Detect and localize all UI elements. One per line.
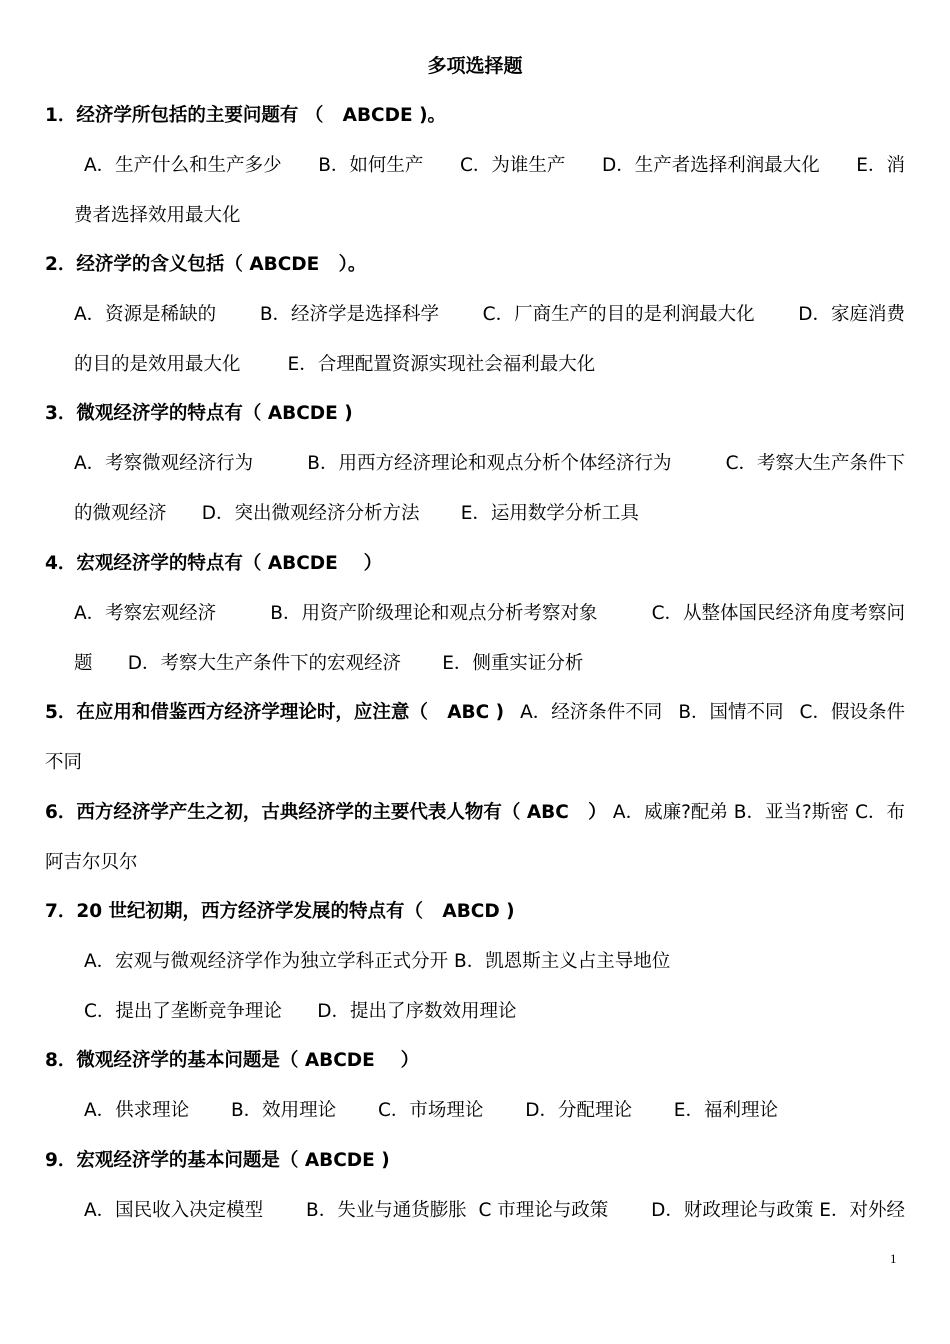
q5-option-a: A．经济条件不同 [520, 702, 663, 723]
q6-option-ab: A．威廉?配弟 B．亚当?斯密 [612, 802, 849, 823]
q8-option-c: C．市场理论 [377, 1100, 484, 1121]
q4-option-b: B．用资产阶级理论和观点分析考察对象 [270, 603, 598, 624]
q9-option-bc: B．失业与通货膨胀 C 市理论与政策 [306, 1200, 609, 1221]
question-9-heading: 9．宏观经济学的基本问题是（ ABCDE ) [45, 1150, 390, 1171]
question-5-heading: 5．在应用和借鉴西方经济学理论时，应注意（ ABC ) [45, 702, 505, 723]
question-7-options-line2: C．提出了垄断竞争理论 D．提出了序数效用理论 [84, 1001, 517, 1022]
question-7-options-line1: A．宏观与微观经济学作为独立学科正式分开 B．凯恩斯主义占主导地位 [84, 951, 671, 972]
question-4-options [74, 599, 905, 629]
q3-option-b: B．用西方经济理论和观点分析个体经济行为 [307, 453, 672, 474]
q2-option-d: D．家庭消费 [798, 304, 905, 325]
q9-option-de: D．财政理论与政策 E．对外经 [651, 1200, 905, 1221]
q2-option-c: C．厂商生产的目的是利润最大化 [482, 304, 755, 325]
q5-option-c: C．假设条件 [799, 702, 905, 723]
question-8-options [84, 1096, 778, 1126]
question-5-line [45, 698, 905, 728]
question-6-heading: 6．西方经济学产生之初，古典经济学的主要代表人物有（ ABC ） [45, 802, 607, 823]
question-3-continuation: 的微观经济 D．突出微观经济分析方法 E．运用数学分析工具 [74, 503, 639, 524]
q8-option-d: D．分配理论 [525, 1100, 632, 1121]
q1-option-b: B．如何生产 [318, 155, 424, 176]
question-9-options [84, 1196, 905, 1226]
q8-option-a: A．供求理论 [84, 1100, 190, 1121]
q5-option-b: B．国情不同 [678, 702, 784, 723]
question-1-heading: 1．经济学所包括的主要问题有 （ ABCDE )。 [45, 105, 447, 126]
question-4-heading: 4．宏观经济学的特点有（ ABCDE ） [45, 553, 383, 574]
question-4-continuation: 题 D．考察大生产条件下的宏观经济 E．侧重实证分析 [74, 653, 584, 674]
q2-option-a: A．资源是稀缺的 [74, 304, 217, 325]
q2-option-b: B．经济学是选择科学 [259, 304, 440, 325]
question-7-heading: 7．20 世纪初期，西方经济学发展的特点有（ ABCD ) [45, 901, 515, 922]
q1-option-c: C．为谁生产 [460, 155, 566, 176]
q6-option-c: C．布 [855, 802, 905, 823]
page-title: 多项选择题 [427, 55, 523, 77]
q3-option-a: A．考察微观经济行为 [74, 453, 254, 474]
q8-option-b: B．效用理论 [230, 1100, 337, 1121]
question-3-options [74, 449, 905, 479]
page-number: 1 [890, 1251, 897, 1266]
question-6-line [45, 798, 905, 828]
question-2-heading: 2．经济学的含义包括（ ABCDE ）。 [45, 254, 367, 275]
q8-option-e: E．福利理论 [673, 1100, 778, 1121]
q3-option-c: C．考察大生产条件下 [725, 453, 905, 474]
question-3-heading: 3．微观经济学的特点有（ ABCDE ) [45, 403, 353, 424]
question-6-continuation: 阿吉尔贝尔 [45, 852, 138, 873]
question-2-options [74, 300, 905, 330]
question-8-heading: 8．微观经济学的基本问题是（ ABCDE ） [45, 1050, 420, 1071]
question-2-continuation: 的目的是效用最大化 E．合理配置资源实现社会福利最大化 [74, 354, 596, 375]
q1-option-e: E．消 [856, 155, 905, 176]
q4-option-a: A．考察宏观经济 [74, 603, 217, 624]
q1-option-d: D．生产者选择利润最大化 [601, 155, 820, 176]
q1-option-a: A．生产什么和生产多少 [84, 155, 282, 176]
question-1-options [84, 151, 905, 181]
q9-option-a: A．国民收入决定模型 [84, 1200, 264, 1221]
question-1-continuation: 费者选择效用最大化 [74, 205, 241, 226]
q4-option-c: C．从整体国民经济角度考察问 [651, 603, 905, 624]
question-5-continuation: 不同 [45, 752, 83, 773]
